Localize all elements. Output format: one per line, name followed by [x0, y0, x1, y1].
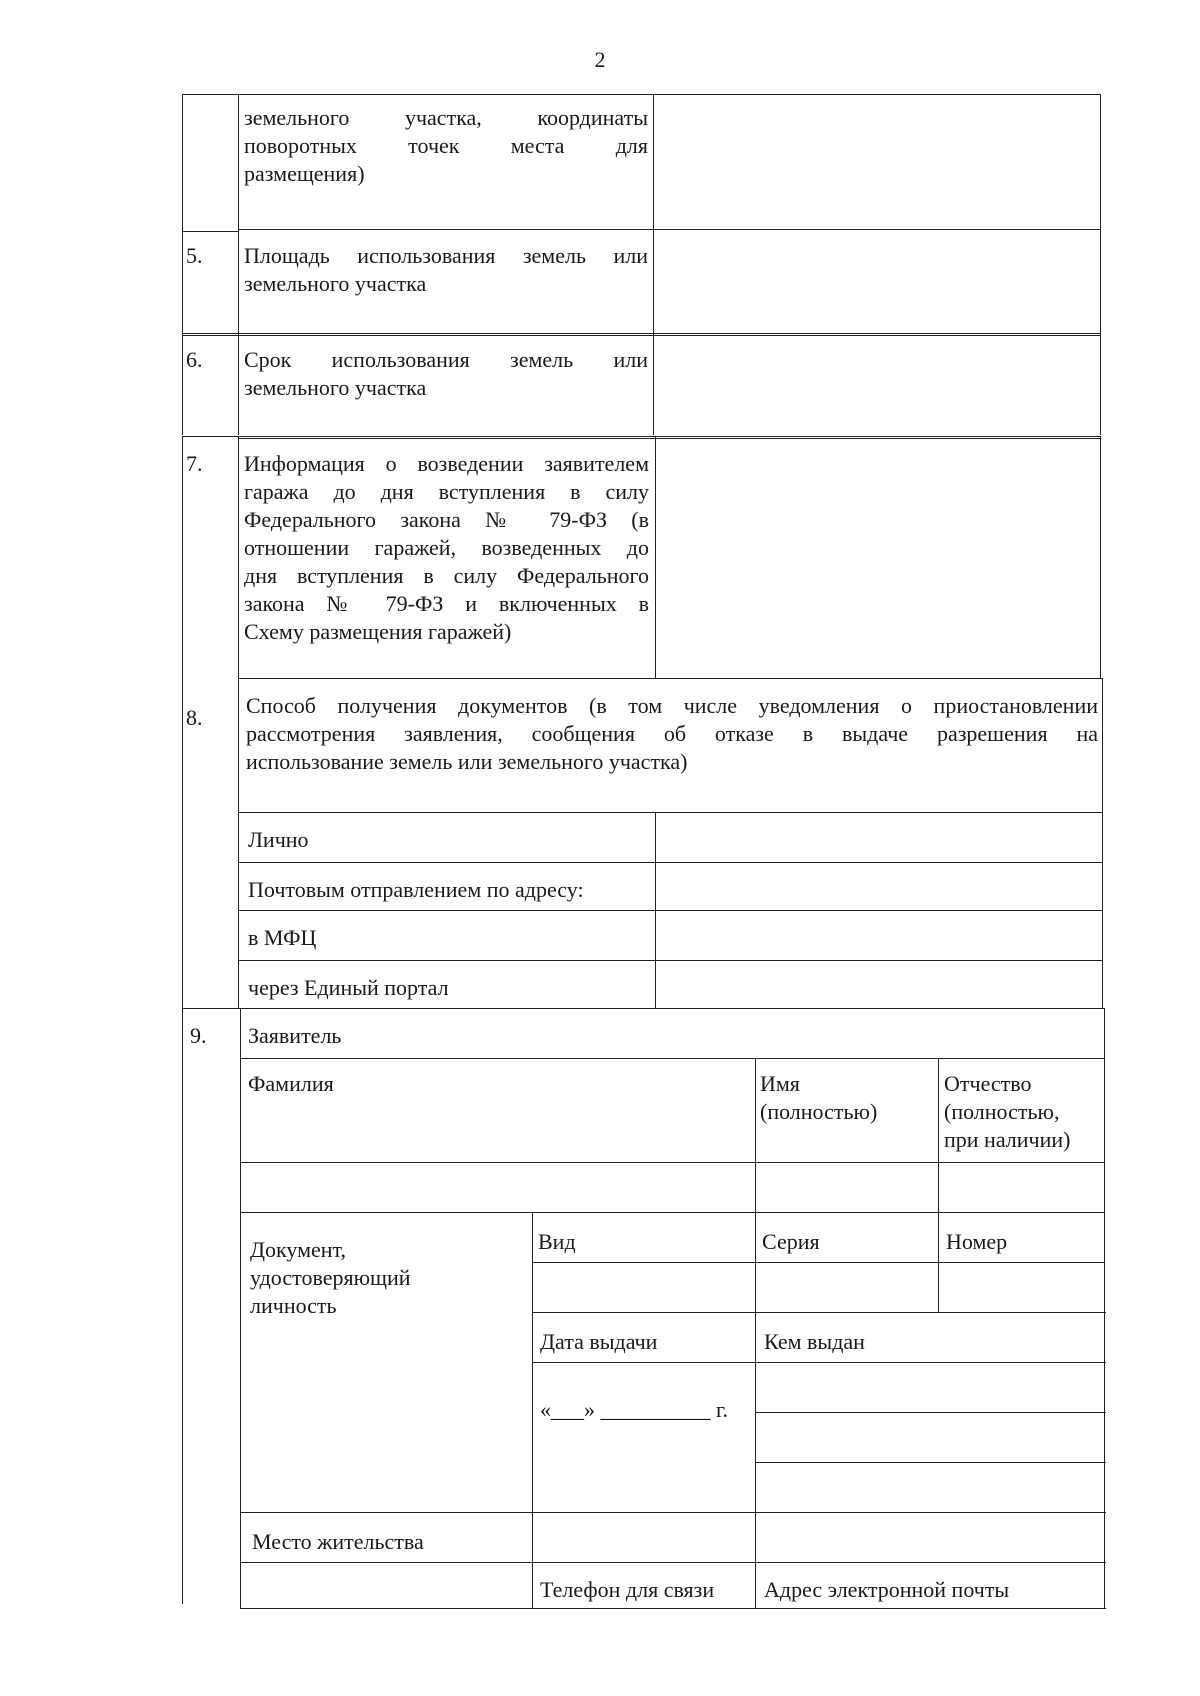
residence-label: Место жительства: [252, 1529, 424, 1554]
row6-label: Срок использования земель или земельного участка: [244, 347, 648, 400]
phone-label: Телефон для связи: [540, 1577, 715, 1602]
id-number-label: Номер: [946, 1229, 1008, 1254]
name-field[interactable]: [757, 1164, 936, 1210]
row4-value-field[interactable]: [656, 95, 1098, 229]
delivery-post-field[interactable]: [658, 864, 1100, 908]
id-number-field[interactable]: [940, 1264, 1102, 1310]
page-number: 2: [594, 47, 606, 72]
contact-blank-cell: [242, 1564, 530, 1606]
row8-label: Способ получения документов (в том числе уведомления о приостановлении рассмотрения заявления, сообщения об отказе в выдаче разрешения на использование земель или земельного участка): [246, 693, 1098, 774]
row5-number: 5.: [186, 243, 203, 268]
row9-number: 9.: [190, 1023, 207, 1048]
row7-number: 7.: [186, 451, 203, 476]
delivery-option-portal: через Единый портал: [248, 975, 449, 1000]
issued-by-field-line-2[interactable]: [757, 1414, 1104, 1460]
issued-by-field-line-3[interactable]: [757, 1464, 1104, 1510]
name-label: Имя (полностью): [760, 1071, 878, 1124]
applicant-title: Заявитель: [248, 1023, 342, 1048]
issue-date-label: Дата выдачи: [540, 1329, 658, 1354]
row8-number: 8.: [186, 705, 203, 730]
row4-label: земельного участка, координаты поворотных точек места для размещения): [244, 105, 648, 186]
id-series-field[interactable]: [757, 1264, 936, 1310]
id-document-label: Документ, удостоверяющий личность: [250, 1237, 411, 1318]
email-label: Адрес электронной почты: [764, 1577, 1010, 1602]
row7-label: Информация о возведении заявителем гаража до дня вступления в силу Федерального закона № 79-ФЗ (в отношении гаражей, возведенных до дня вступления в силу Федерального закона № 79-ФЗ и включенных в Схему размещения гаражей): [244, 451, 649, 644]
row6-term-field[interactable]: [656, 337, 1098, 435]
delivery-option-mfc: в МФЦ: [248, 925, 317, 950]
patronymic-label: Отчество (полностью, при наличии): [944, 1071, 1071, 1152]
issue-date-field[interactable]: «___» __________ г.: [540, 1397, 729, 1422]
row5-label: Площадь использования земель или земельного участка: [244, 243, 648, 296]
row5-area-field[interactable]: [656, 232, 1098, 332]
issued-by-label: Кем выдан: [764, 1329, 865, 1354]
id-kind-field[interactable]: [534, 1264, 753, 1310]
delivery-mfc-field[interactable]: [658, 912, 1100, 958]
surname-label: Фамилия: [248, 1071, 334, 1096]
surname-field[interactable]: [242, 1164, 753, 1210]
id-series-label: Серия: [762, 1229, 820, 1254]
patronymic-field[interactable]: [940, 1164, 1102, 1210]
residence-field[interactable]: [534, 1514, 1104, 1560]
delivery-in-person-field[interactable]: [658, 814, 1100, 860]
issued-by-field-line-1[interactable]: [757, 1364, 1104, 1410]
delivery-option-in-person: Лично: [248, 827, 309, 852]
delivery-option-post: Почтовым отправлением по адресу:: [248, 877, 584, 902]
row6-number: 6.: [186, 347, 203, 372]
delivery-portal-field[interactable]: [658, 962, 1100, 1006]
id-kind-label: Вид: [538, 1229, 576, 1254]
row7-garage-info-field[interactable]: [658, 440, 1098, 676]
